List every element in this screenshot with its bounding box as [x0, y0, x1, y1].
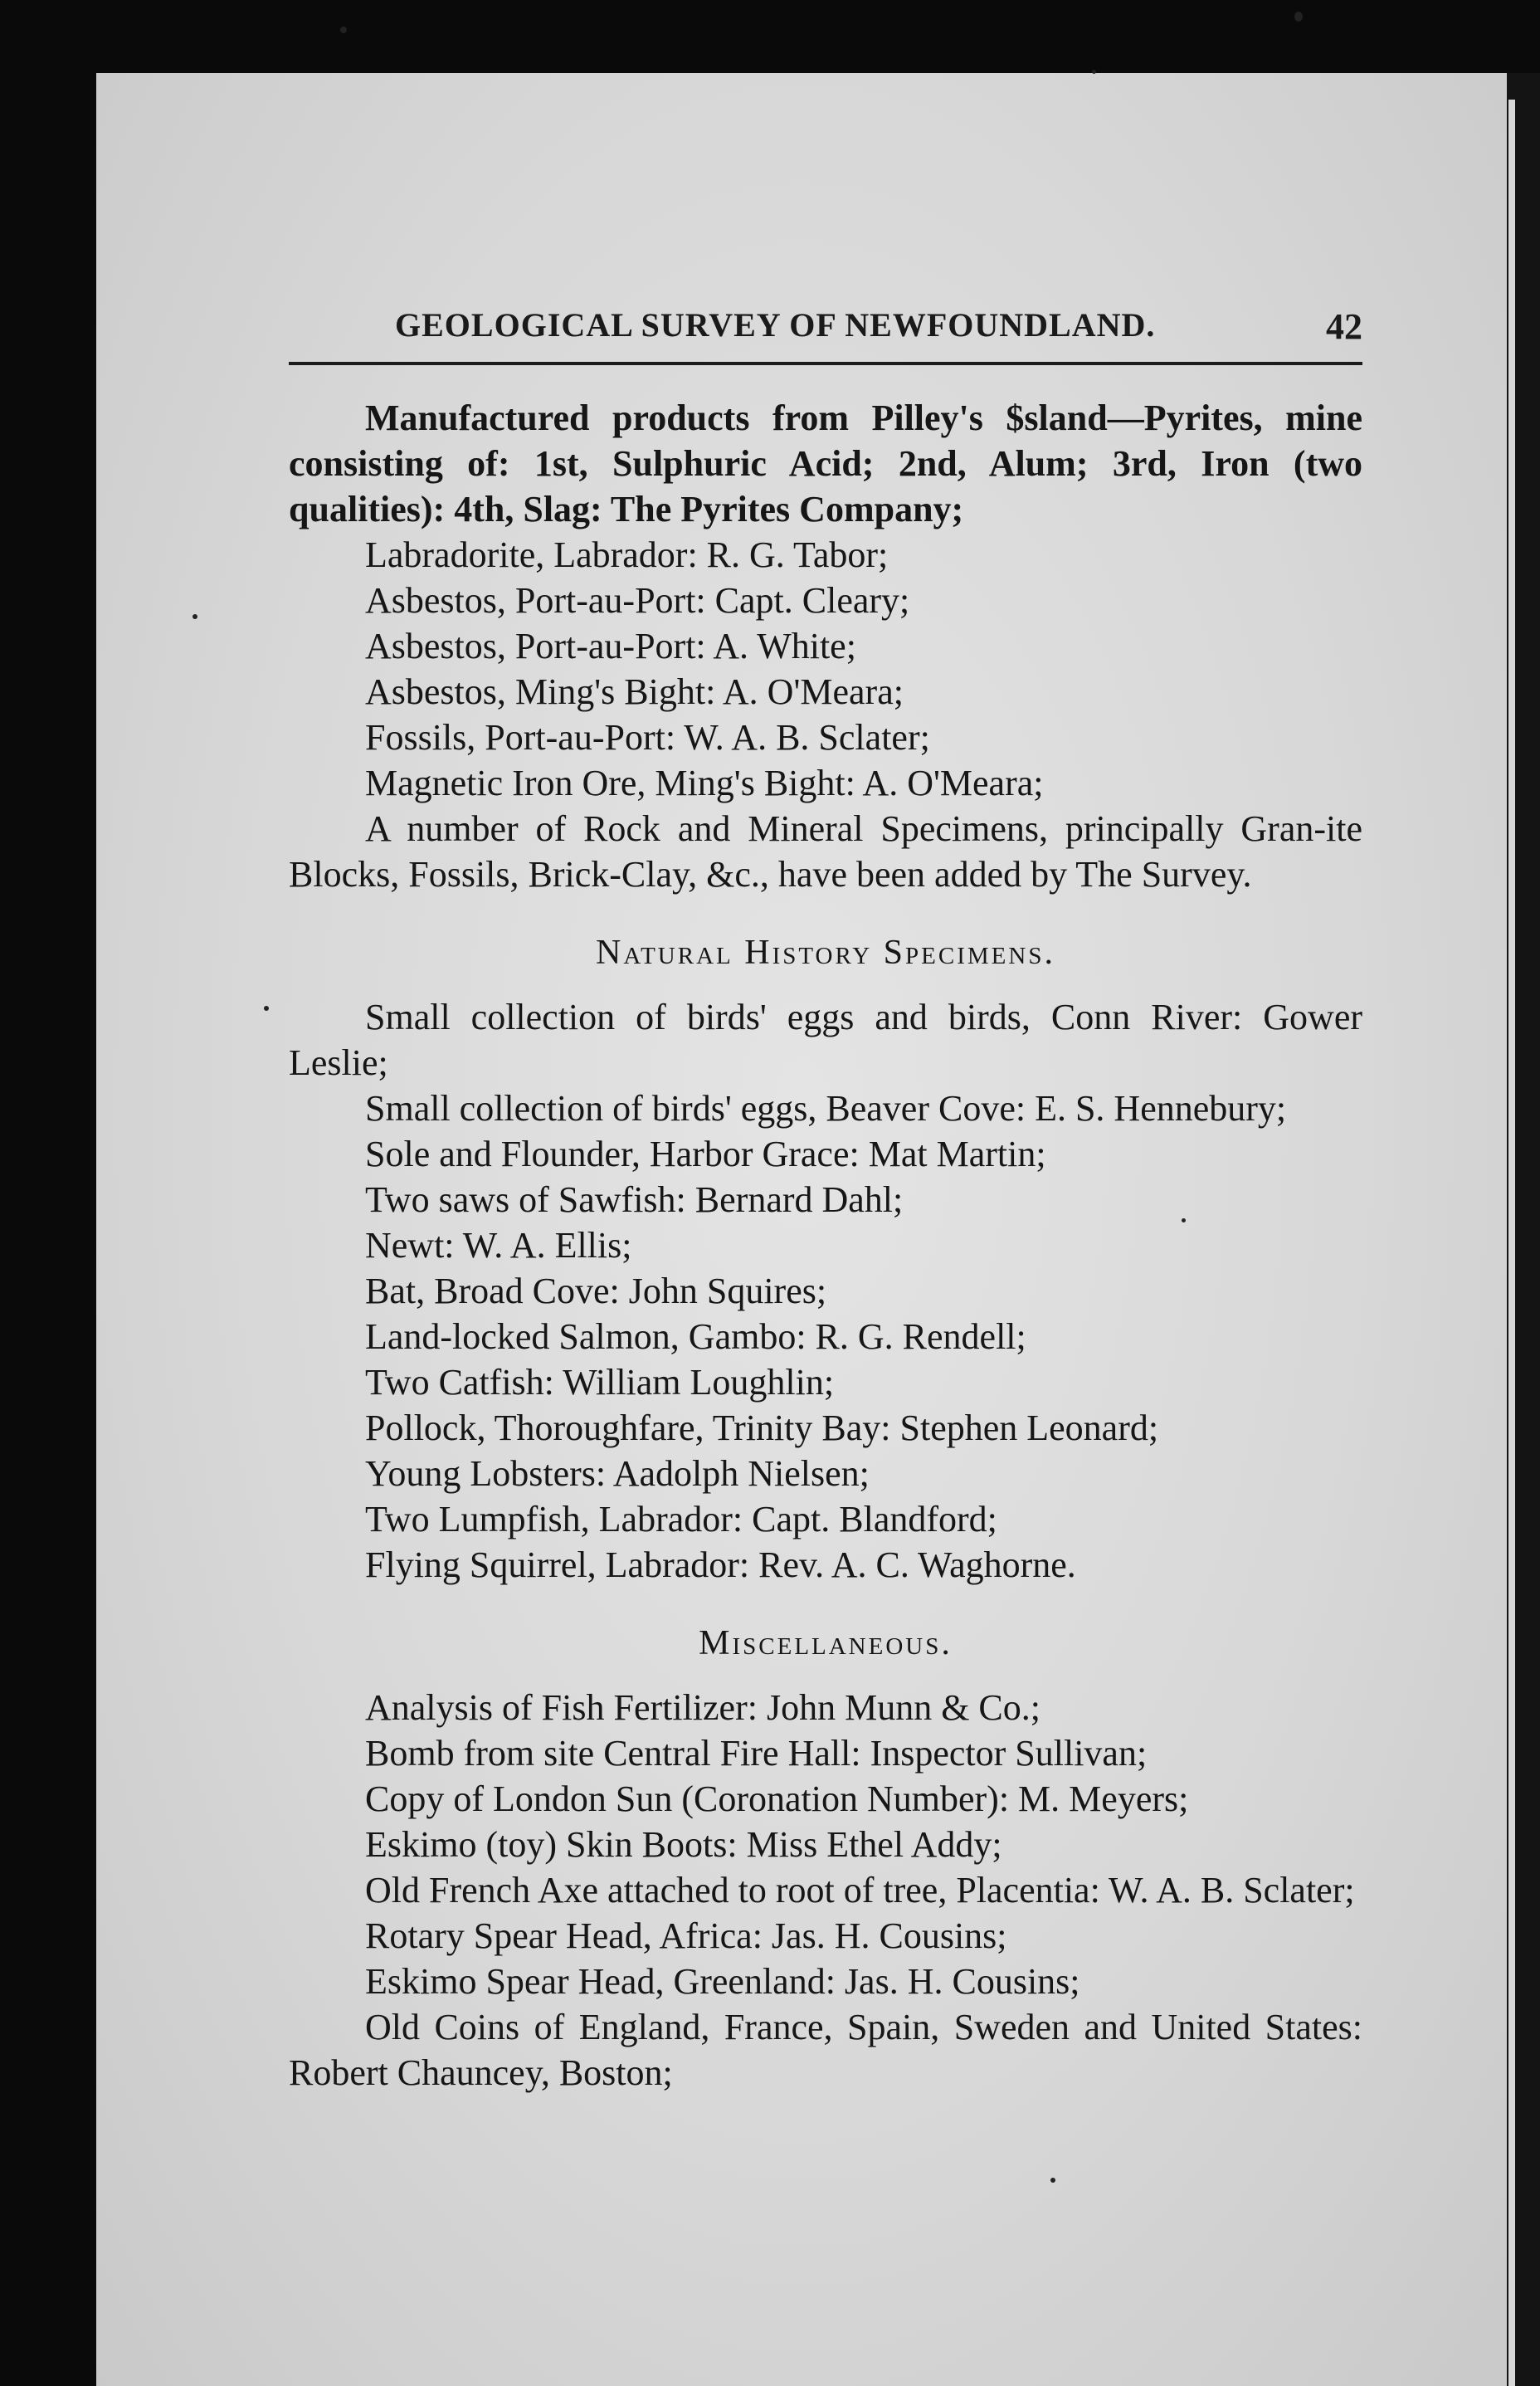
minerals-entry: Labradorite, Labrador: R. G. Tabor; [365, 534, 889, 575]
natural-history-entry: Newt: W. A. Ellis; [365, 1225, 632, 1266]
natural-history-entry: Sole and Flounder, Harbor Grace: Mat Martin; [365, 1134, 1046, 1174]
miscellaneous-entry: Eskimo (toy) Skin Boots: Miss Ethel Addy; [365, 1824, 1002, 1865]
page-body [289, 395, 1362, 2096]
miscellaneous-entry: Bomb from site Central Fire Hall: Inspector Sullivan; [365, 1733, 1148, 1774]
minerals-entry: Asbestos, Port-au-Port: A. White; [365, 626, 856, 666]
natural-history-section [289, 930, 1362, 1588]
natural-history-entry: Bat, Broad Cove: John Squires; [365, 1271, 827, 1311]
natural-history-entry: Small collection of birds' eggs, Beaver Cove: E. S. Hennebury; [365, 1088, 1287, 1129]
miscellaneous-axe-entry: Old French Axe attached to root of tree, Placentia: W. A. B. Sclater; [365, 1870, 1355, 1910]
miscellaneous-entry: Copy of London Sun (Coronation Number): M. Meyers; [365, 1779, 1189, 1819]
minerals-list [289, 532, 1362, 806]
header-rule [289, 362, 1362, 365]
natural-history-entry: Two saws of Sawfish: Bernard Dahl; [365, 1179, 904, 1220]
miscellaneous-list [289, 1685, 1362, 2096]
miscellaneous-entry: Rotary Spear Head, Africa: Jas. H. Cousins; [365, 1915, 1007, 1956]
natural-history-entry: Two Catfish: William Loughlin; [365, 1362, 835, 1403]
natural-history-list [289, 1086, 1362, 1588]
page-header [289, 305, 1362, 355]
minerals-entry: Magnetic Iron Ore, Ming's Bight: A. O'Meara; [365, 763, 1044, 803]
miscellaneous-heading: Miscellaneous. [699, 1624, 953, 1662]
natural-history-entry: Flying Squirrel, Labrador: Rev. A. C. Waghorne. [365, 1544, 1076, 1585]
page-number: 42 [1326, 306, 1362, 347]
miscellaneous-entry: Eskimo Spear Head, Greenland: Jas. H. Cousins; [365, 1961, 1080, 2002]
miscellaneous-section [289, 1621, 1362, 2096]
minerals-intro: Manufactured products from Pilley's $sland—Pyrites, mine consisting of: 1st, Sulphuric Acid; 2nd, Alum; 3rd, Iron (two qualities): 4th, Slag: The Pyrites Company; [289, 398, 1362, 529]
natural-history-entry: Young Lobsters: Aadolph Nielsen; [365, 1453, 870, 1494]
minerals-entry: Asbestos, Port-au-Port: Capt. Cleary; [365, 580, 910, 621]
natural-history-first: Small collection of birds' eggs and birds, Conn River: Gower Leslie; [289, 997, 1362, 1083]
minerals-entry: Asbestos, Ming's Bight: A. O'Meara; [365, 671, 904, 712]
running-title: GEOLOGICAL SURVEY OF NEWFOUNDLAND. [395, 306, 1156, 344]
miscellaneous-entry: Analysis of Fish Fertilizer: John Munn & Co.; [365, 1687, 1040, 1728]
natural-history-entry: Land-locked Salmon, Gambo: R. G. Rendell; [365, 1316, 1026, 1357]
adjacent-page-sliver [1508, 100, 1515, 2386]
minerals-section [289, 395, 1362, 897]
natural-history-entry: Two Lumpfish, Labrador: Capt. Blandford; [365, 1499, 997, 1539]
minerals-entry: Fossils, Port-au-Port: W. A. B. Sclater; [365, 717, 930, 758]
natural-history-entry: Pollock, Thoroughfare, Trinity Bay: Stephen Leonard; [365, 1408, 1159, 1448]
miscellaneous-coins-entry: Old Coins of England, France, Spain, Sweden and United States: Robert Chauncey, Boston; [289, 2007, 1362, 2093]
minerals-closing: A number of Rock and Mineral Specimens, principally Gran-ite Blocks, Fossils, Brick-Clay, &c., have been added by The Survey. [289, 808, 1362, 895]
natural-history-heading: Natural History Specimens. [596, 934, 1055, 972]
